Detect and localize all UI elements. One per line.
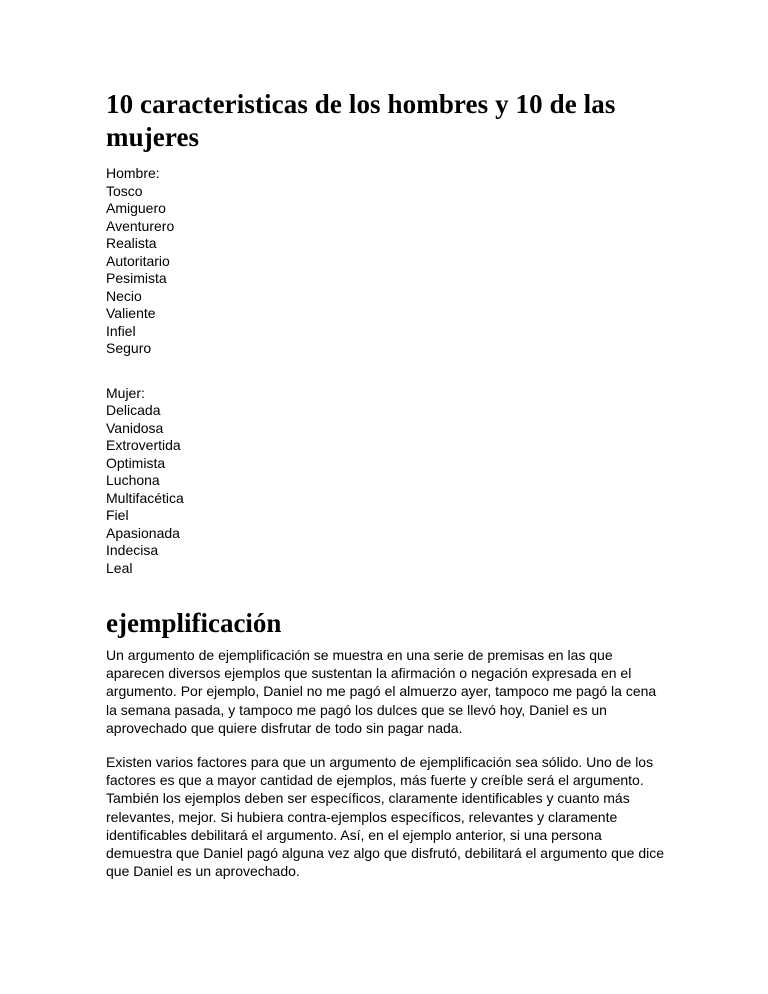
section-heading: ejemplificación xyxy=(106,608,282,638)
list-item: Amiguero xyxy=(106,200,166,216)
list-item: Fiel xyxy=(106,507,129,523)
list-item: Luchona xyxy=(106,472,160,488)
document-title: 10 caracteristicas de los hombres y 10 de las mujeres xyxy=(106,89,616,152)
list-item: Delicada xyxy=(106,402,161,418)
list-item: Necio xyxy=(106,287,142,304)
list-item: Multifacética xyxy=(106,489,184,506)
paragraph: Existen varios factores para que un argumento de ejemplificación sea sólido. Uno de los factores es que a mayor cantidad de ejemplos, más fuerte y creíble será el argumento. También los ejemplos deben ser específicos, claramente identificables y cuanto más relevantes, mejor. Si hubiera contra-ejemplos específicos, relevantes y claramente identificables debilitará el argumento. Así, en el ejemplo anterior, si una persona demuestra que Daniel pagó alguna vez algo que disfrutó, debilitará el argumento que dice que Daniel es un aprovechado. xyxy=(106,754,665,880)
document-page xyxy=(106,88,666,880)
list-item: Extrovertida xyxy=(106,437,181,453)
list-item: Pesimista xyxy=(106,270,167,286)
list-item: Seguro xyxy=(106,340,152,356)
list-item: Realista xyxy=(106,235,157,251)
list-item: Optimista xyxy=(106,454,166,471)
paragraph: Un argumento de ejemplificación se muestra en una serie de premisas en las que aparecen diversos ejemplos que sustentan la afirmación o negación expresada en el argumento. Por ejemplo, Daniel no me pagó el almuerzo ayer, tampoco me pagó la cena la semana pasada, y tampoco me pagó los dulces que se llevó hoy, Daniel es un aprovechado que quiere disfrutar de todo sin pagar nada. xyxy=(106,647,657,736)
hombre-list xyxy=(106,165,666,358)
list-item: Autoritario xyxy=(106,252,170,269)
list-item: Indecisa xyxy=(106,542,159,558)
list-item: Leal xyxy=(106,559,133,576)
list-item: Aventurero xyxy=(106,217,175,234)
list-item: Apasionada xyxy=(106,524,180,541)
mujer-list xyxy=(106,385,666,578)
hombre-label: Hombre: xyxy=(106,165,160,181)
list-item: Infiel xyxy=(106,322,136,339)
mujer-label: Mujer: xyxy=(106,384,145,401)
list-item: Valiente xyxy=(106,305,156,321)
list-item: Vanidosa xyxy=(106,419,164,436)
list-item: Tosco xyxy=(106,182,143,199)
